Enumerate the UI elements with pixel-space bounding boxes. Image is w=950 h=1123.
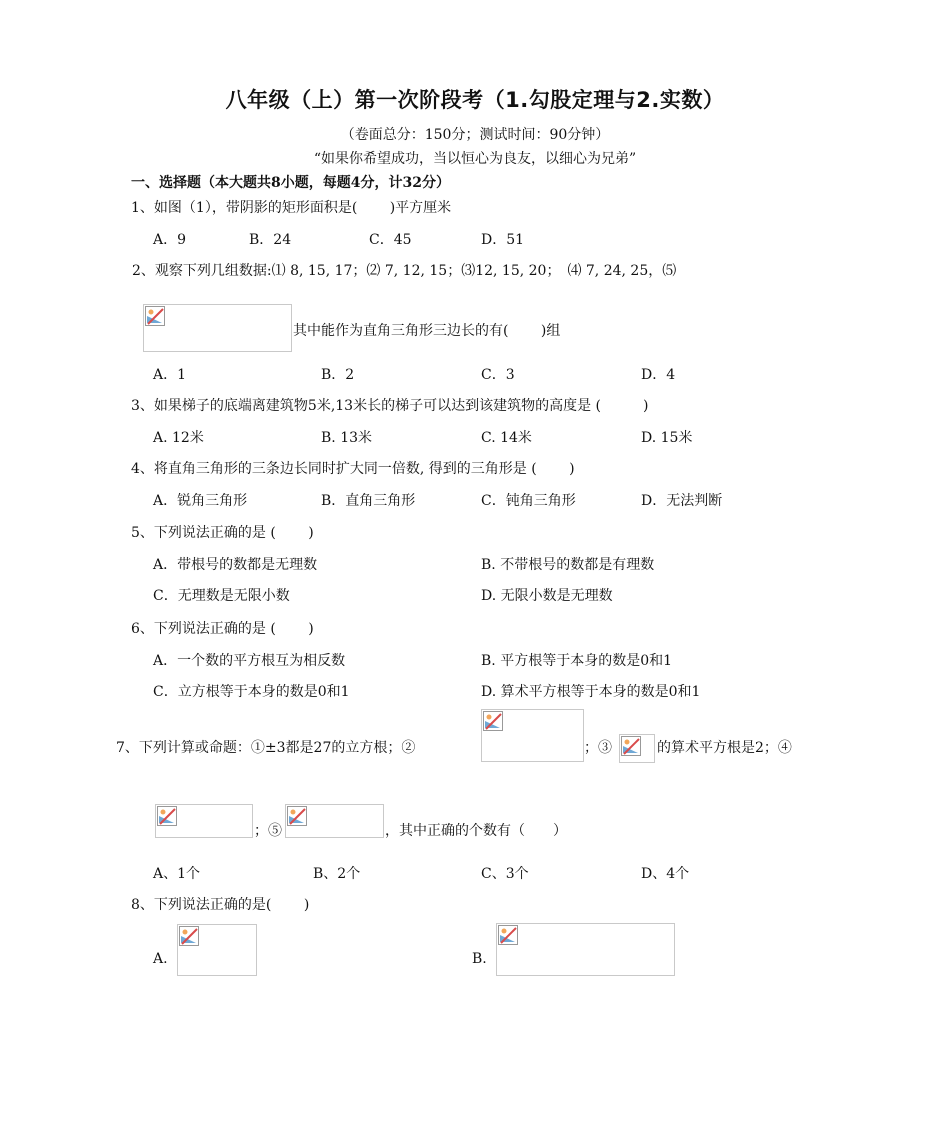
q5-option-c: C．无理数是无限小数 [153,588,290,604]
q7-option-d: D、4个 [641,866,690,882]
q5-option-a: A．带根号的数都是无理数 [153,557,318,573]
broken-image-icon [143,304,292,352]
question-5: 5、下列说法正确的是 ( ) [131,525,314,541]
q1-option-a: A．9 [153,232,187,248]
q8-option-b: B. [472,951,487,967]
question-1: 1、如图（1），带阴影的矩形面积是( )平方厘米 [131,200,452,216]
q3-option-c: C. 14米 [481,430,532,446]
q4-option-c: C．钝角三角形 [481,493,576,509]
question-7-sep2: ；③ [584,740,612,756]
broken-image-icon [177,924,257,976]
broken-image-icon [285,804,384,838]
q4-option-b: B．直角三角形 [321,493,416,509]
q7-option-c: C、3个 [481,866,529,882]
q1-option-d: D．51 [481,232,525,248]
q2-option-a: A．1 [153,367,187,383]
score-info: （卷面总分：150分；测试时间：90分钟） [340,127,610,143]
broken-image-icon [619,734,655,763]
q3-option-d: D. 15米 [641,430,693,446]
q3-option-a: A. 12米 [153,430,204,446]
motto: “如果你希望成功，当以恒心为良友，以细心为兄弟” [313,151,637,167]
question-7-sep3: 的算术平方根是2；④ [657,740,792,756]
q6-option-d: D. 算术平方根等于本身的数是0和1 [481,684,701,700]
q8-option-a: A. [153,951,168,967]
q5-option-b: B. 不带根号的数都是有理数 [481,557,655,573]
q1-option-b: B．24 [249,232,292,248]
broken-image-icon [496,923,675,976]
question-3: 3、如果梯子的底端离建筑物5米,13米长的梯子可以达到该建筑物的高度是 ( ) [131,398,649,414]
q2-option-c: C．3 [481,367,515,383]
broken-image-icon [155,804,253,838]
page-title: 八年级（上）第一次阶段考（1.勾股定理与2.实数） [225,88,725,112]
question-6: 6、下列说法正确的是 ( ) [131,621,314,637]
q1-option-c: C．45 [369,232,412,248]
question-7-sep5: ，其中正确的个数有（ ） [385,823,567,839]
question-4: 4、将直角三角形的三条边长同时扩大同一倍数, 得到的三角形是 ( ) [131,461,575,477]
q6-option-b: B. 平方根等于本身的数是0和1 [481,653,673,669]
q4-option-a: A．锐角三角形 [153,493,248,509]
section-heading: 一、选择题（本大题共8小题，每题4分，计32分） [131,175,450,191]
q6-option-a: A．一个数的平方根互为相反数 [153,653,346,669]
question-7: 7、下列计算或命题：①±3都是27的立方根；② [116,740,416,756]
question-8: 8、下列说法正确的是( ) [131,897,310,913]
q7-option-b: B、2个 [313,866,361,882]
question-2: 2、观察下列几组数据:⑴ 8, 15, 17；⑵ 7, 12, 15；⑶12, 15, 20； ⑷ 7, 24, 25，⑸ [132,263,677,279]
q3-option-b: B. 13米 [321,430,373,446]
question-7-sep4: ；⑤ [254,823,282,839]
q5-option-d: D. 无限小数是无理数 [481,588,613,604]
q6-option-c: C．立方根等于本身的数是0和1 [153,684,350,700]
q4-option-d: D．无法判断 [641,493,723,509]
q7-option-a: A、1个 [153,866,201,882]
q2-option-b: B．2 [321,367,355,383]
question-2-cont: 其中能作为直角三角形三边长的有( )组 [293,323,561,339]
broken-image-icon [481,709,584,762]
q2-option-d: D．4 [641,367,676,383]
